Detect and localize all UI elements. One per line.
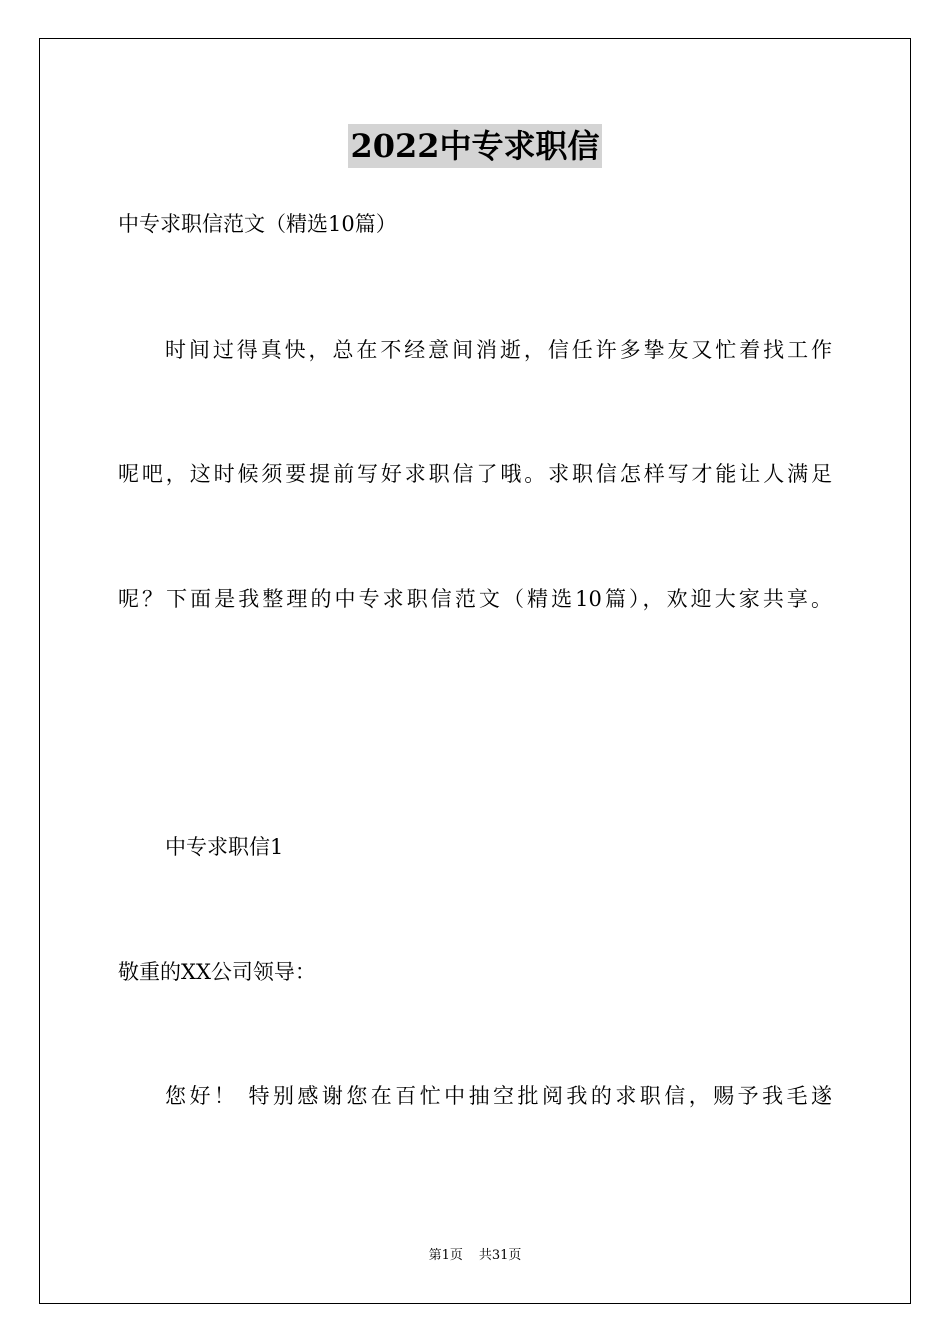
intro-line-3: 呢？下面是我整理的中专求职信范文（精选10篇），欢迎大家共享。 <box>118 587 832 611</box>
page-footer <box>0 1247 950 1265</box>
section-heading: 中专求职信1 <box>165 835 284 859</box>
document-subtitle: 中专求职信范文（精选10篇） <box>118 212 397 236</box>
intro-line-1: 时间过得真快，总在不经意间消逝，信任许多挚友又忙着找工作 <box>165 338 832 362</box>
page-total: 共31页 <box>478 1248 522 1263</box>
salutation: 敬重的XX公司领导： <box>118 960 316 984</box>
page-number: 第1页 <box>428 1248 463 1263</box>
body-line-1: 您好！ 特别感谢您在百忙中抽空批阅我的求职信，赐予我毛遂 <box>165 1084 832 1108</box>
intro-line-2: 呢吧，这时候须要提前写好求职信了哦。求职信怎样写才能让人满足 <box>118 462 832 486</box>
document-title: 2022中专求职信 <box>348 124 601 168</box>
title-container <box>0 124 950 168</box>
